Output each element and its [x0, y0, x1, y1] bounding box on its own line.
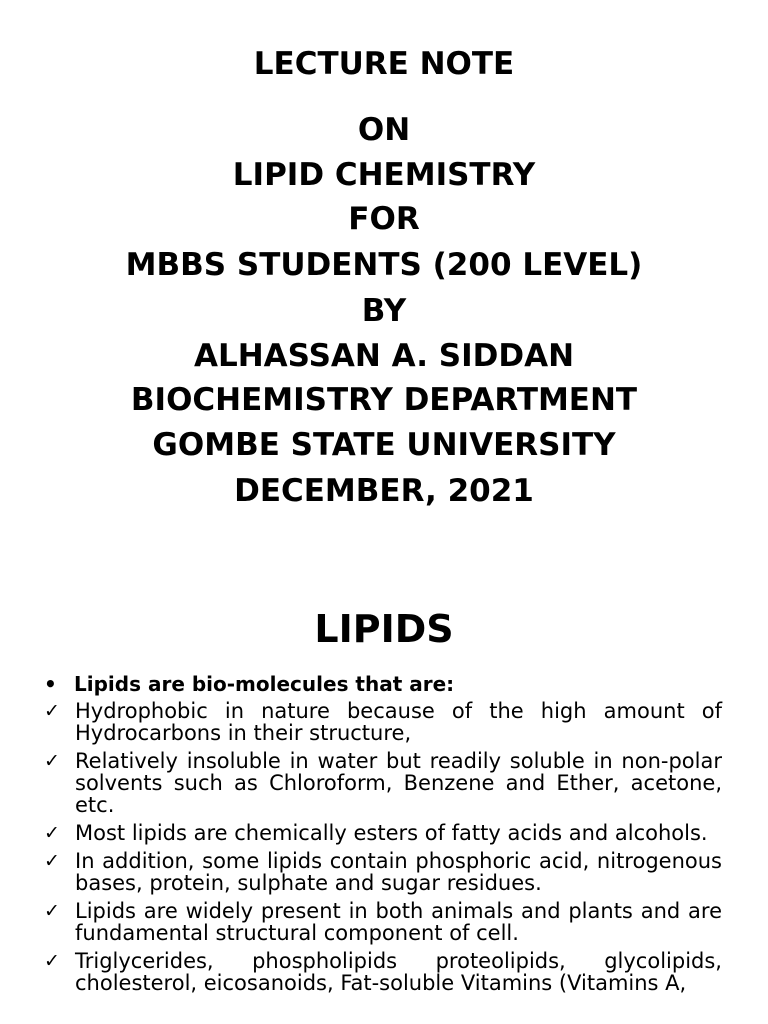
cover-line-department: BIOCHEMISTRY DEPARTMENT: [130, 382, 638, 418]
list-item: [44, 822, 722, 844]
cover-line-subject: LIPID CHEMISTRY: [232, 157, 536, 193]
checkmark-icon: ✓: [44, 750, 60, 772]
cover-line-by: BY: [361, 293, 407, 329]
lipids-intro: [44, 672, 454, 696]
list-item-text: In addition, some lipids contain phosphoric acid, nitrogenous bases, protein, sulphate and sugar residues.: [75, 849, 722, 895]
list-item: [44, 900, 722, 944]
checkmark-icon: ✓: [44, 850, 60, 872]
cover-line-for: FOR: [348, 201, 420, 237]
cover-line-university: GOMBE STATE UNIVERSITY: [152, 427, 616, 463]
cover-line-author: ALHASSAN A. SIDDAN: [193, 338, 575, 374]
lipids-intro-text: Lipids are bio-molecules that are:: [74, 672, 455, 696]
list-item: [44, 950, 722, 994]
cover-line-audience: MBBS STUDENTS (200 LEVEL): [125, 247, 643, 283]
bullet-icon: •: [44, 672, 57, 696]
list-item-text: Lipids are widely present in both animals and plants and are fundamental structural component of cell.: [75, 899, 722, 945]
cover-title-lecture-note: LECTURE NOTE: [253, 46, 515, 82]
list-item: [44, 700, 722, 744]
checkmark-icon: ✓: [44, 900, 60, 922]
list-item: [44, 750, 722, 816]
lipids-slide: [0, 560, 768, 1024]
checkmark-icon: ✓: [44, 700, 60, 722]
list-item: [44, 850, 722, 894]
checkmark-icon: ✓: [44, 950, 60, 972]
checkmark-icon: ✓: [44, 822, 60, 844]
cover-line-on: ON: [357, 112, 411, 148]
list-item-text: Hydrophobic in nature because of the high amount of Hydrocarbons in their structure,: [75, 699, 722, 745]
list-item-text: Relatively insoluble in water but readily soluble in non-polar solvents such as Chloroform, Benzene and Ether, acetone, etc.: [75, 749, 722, 817]
cover-line-date: DECEMBER, 2021: [234, 473, 534, 509]
list-item-text: Triglycerides, phospholipids proteolipids, glycolipids, cholesterol, eicosanoids, Fat-soluble Vitamins (Vitamins A,: [75, 949, 722, 995]
list-item-text: Most lipids are chemically esters of fatty acids and alcohols.: [75, 821, 708, 845]
lipids-property-list: [44, 700, 722, 1000]
lipids-heading: LIPIDS: [314, 607, 454, 651]
